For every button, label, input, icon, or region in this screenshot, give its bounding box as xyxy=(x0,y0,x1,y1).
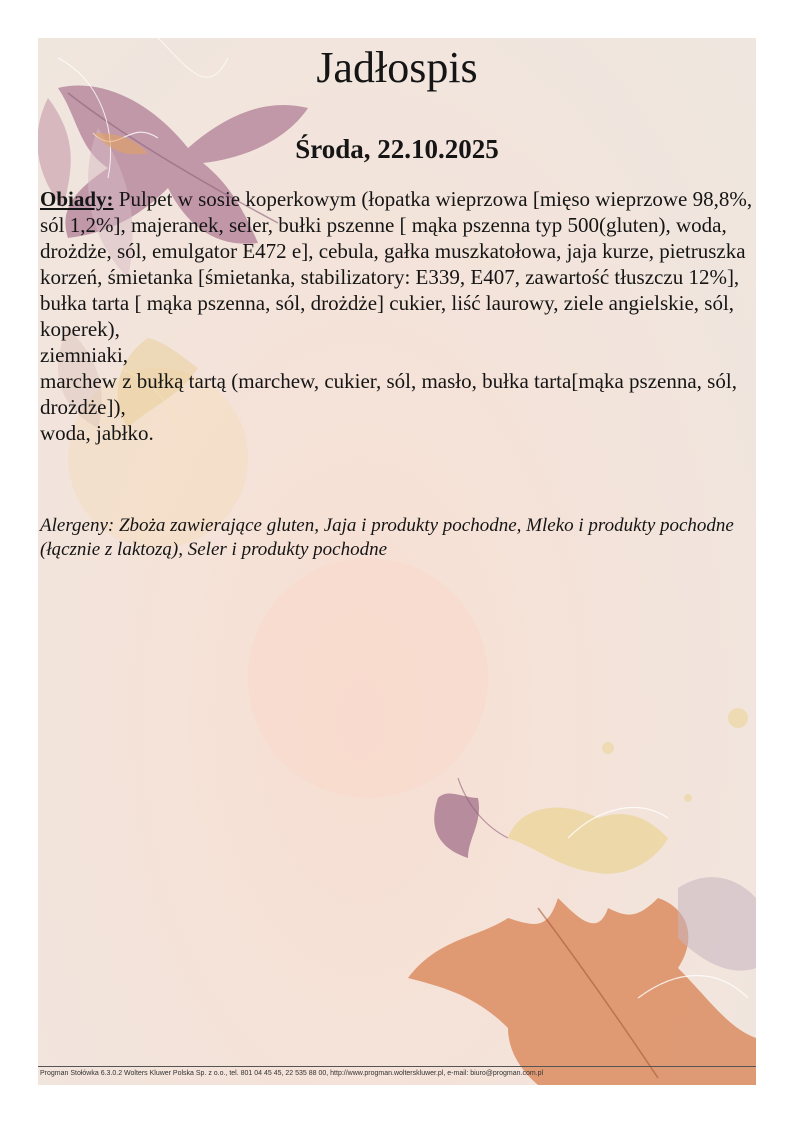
bottom-right-leaf-cluster xyxy=(408,708,756,1085)
drink-fruit: woda, jabłko. xyxy=(40,421,154,445)
footer-divider xyxy=(38,1066,756,1067)
menu-section xyxy=(40,186,754,446)
page-title: Jadłospis xyxy=(316,43,478,92)
side-dish: marchew z bułką tartą (marchew, cukier, sól, masło, bułka tarta[mąka pszenna, sól, drożdże]), xyxy=(40,369,737,419)
main-dish-paragraph xyxy=(40,186,754,342)
main-dish: Pulpet w sosie koperkowym (łopatka wieprzowa [mięso wieprzowe 98,8%, sól 1,2%], majeranek, seler, bułki pszenne [ mąka pszenna typ 500(gluten), woda, drożdże, sól, emulgator E472 e], cebula, gałka muszkatołowa, jaja kurze, pietruszka korzeń, śmietanka [śmietanka, stabilizatory: E339, E407, zawartość tłuszczu 12%], bułka tarta [ mąka pszenna, sól, drożdże] cukier, liść laurowy, ziele angielskie, sól, koperek), xyxy=(40,187,753,341)
side-dish: ziemniaki, xyxy=(40,343,129,367)
footer-text: Progman Stołówka 6.3.0.2 Wolters Kluwer Polska Sp. z o.o., tel. 801 04 45 45, 22 535 88 00, http://www.progman.wolterskluwer.pl, e-mail: biuro@progman.com.pl xyxy=(40,1070,544,1077)
meal-label: Obiady: xyxy=(40,187,114,211)
date-heading: Środa, 22.10.2025 xyxy=(295,134,499,164)
allergens-note: Alergeny: Zboża zawierające gluten, Jaja i produkty pochodne, Mleko i produkty pochodne (łącznie z laktozą), Seler i produkty pochodne xyxy=(40,515,734,560)
menu-page xyxy=(38,38,756,1085)
